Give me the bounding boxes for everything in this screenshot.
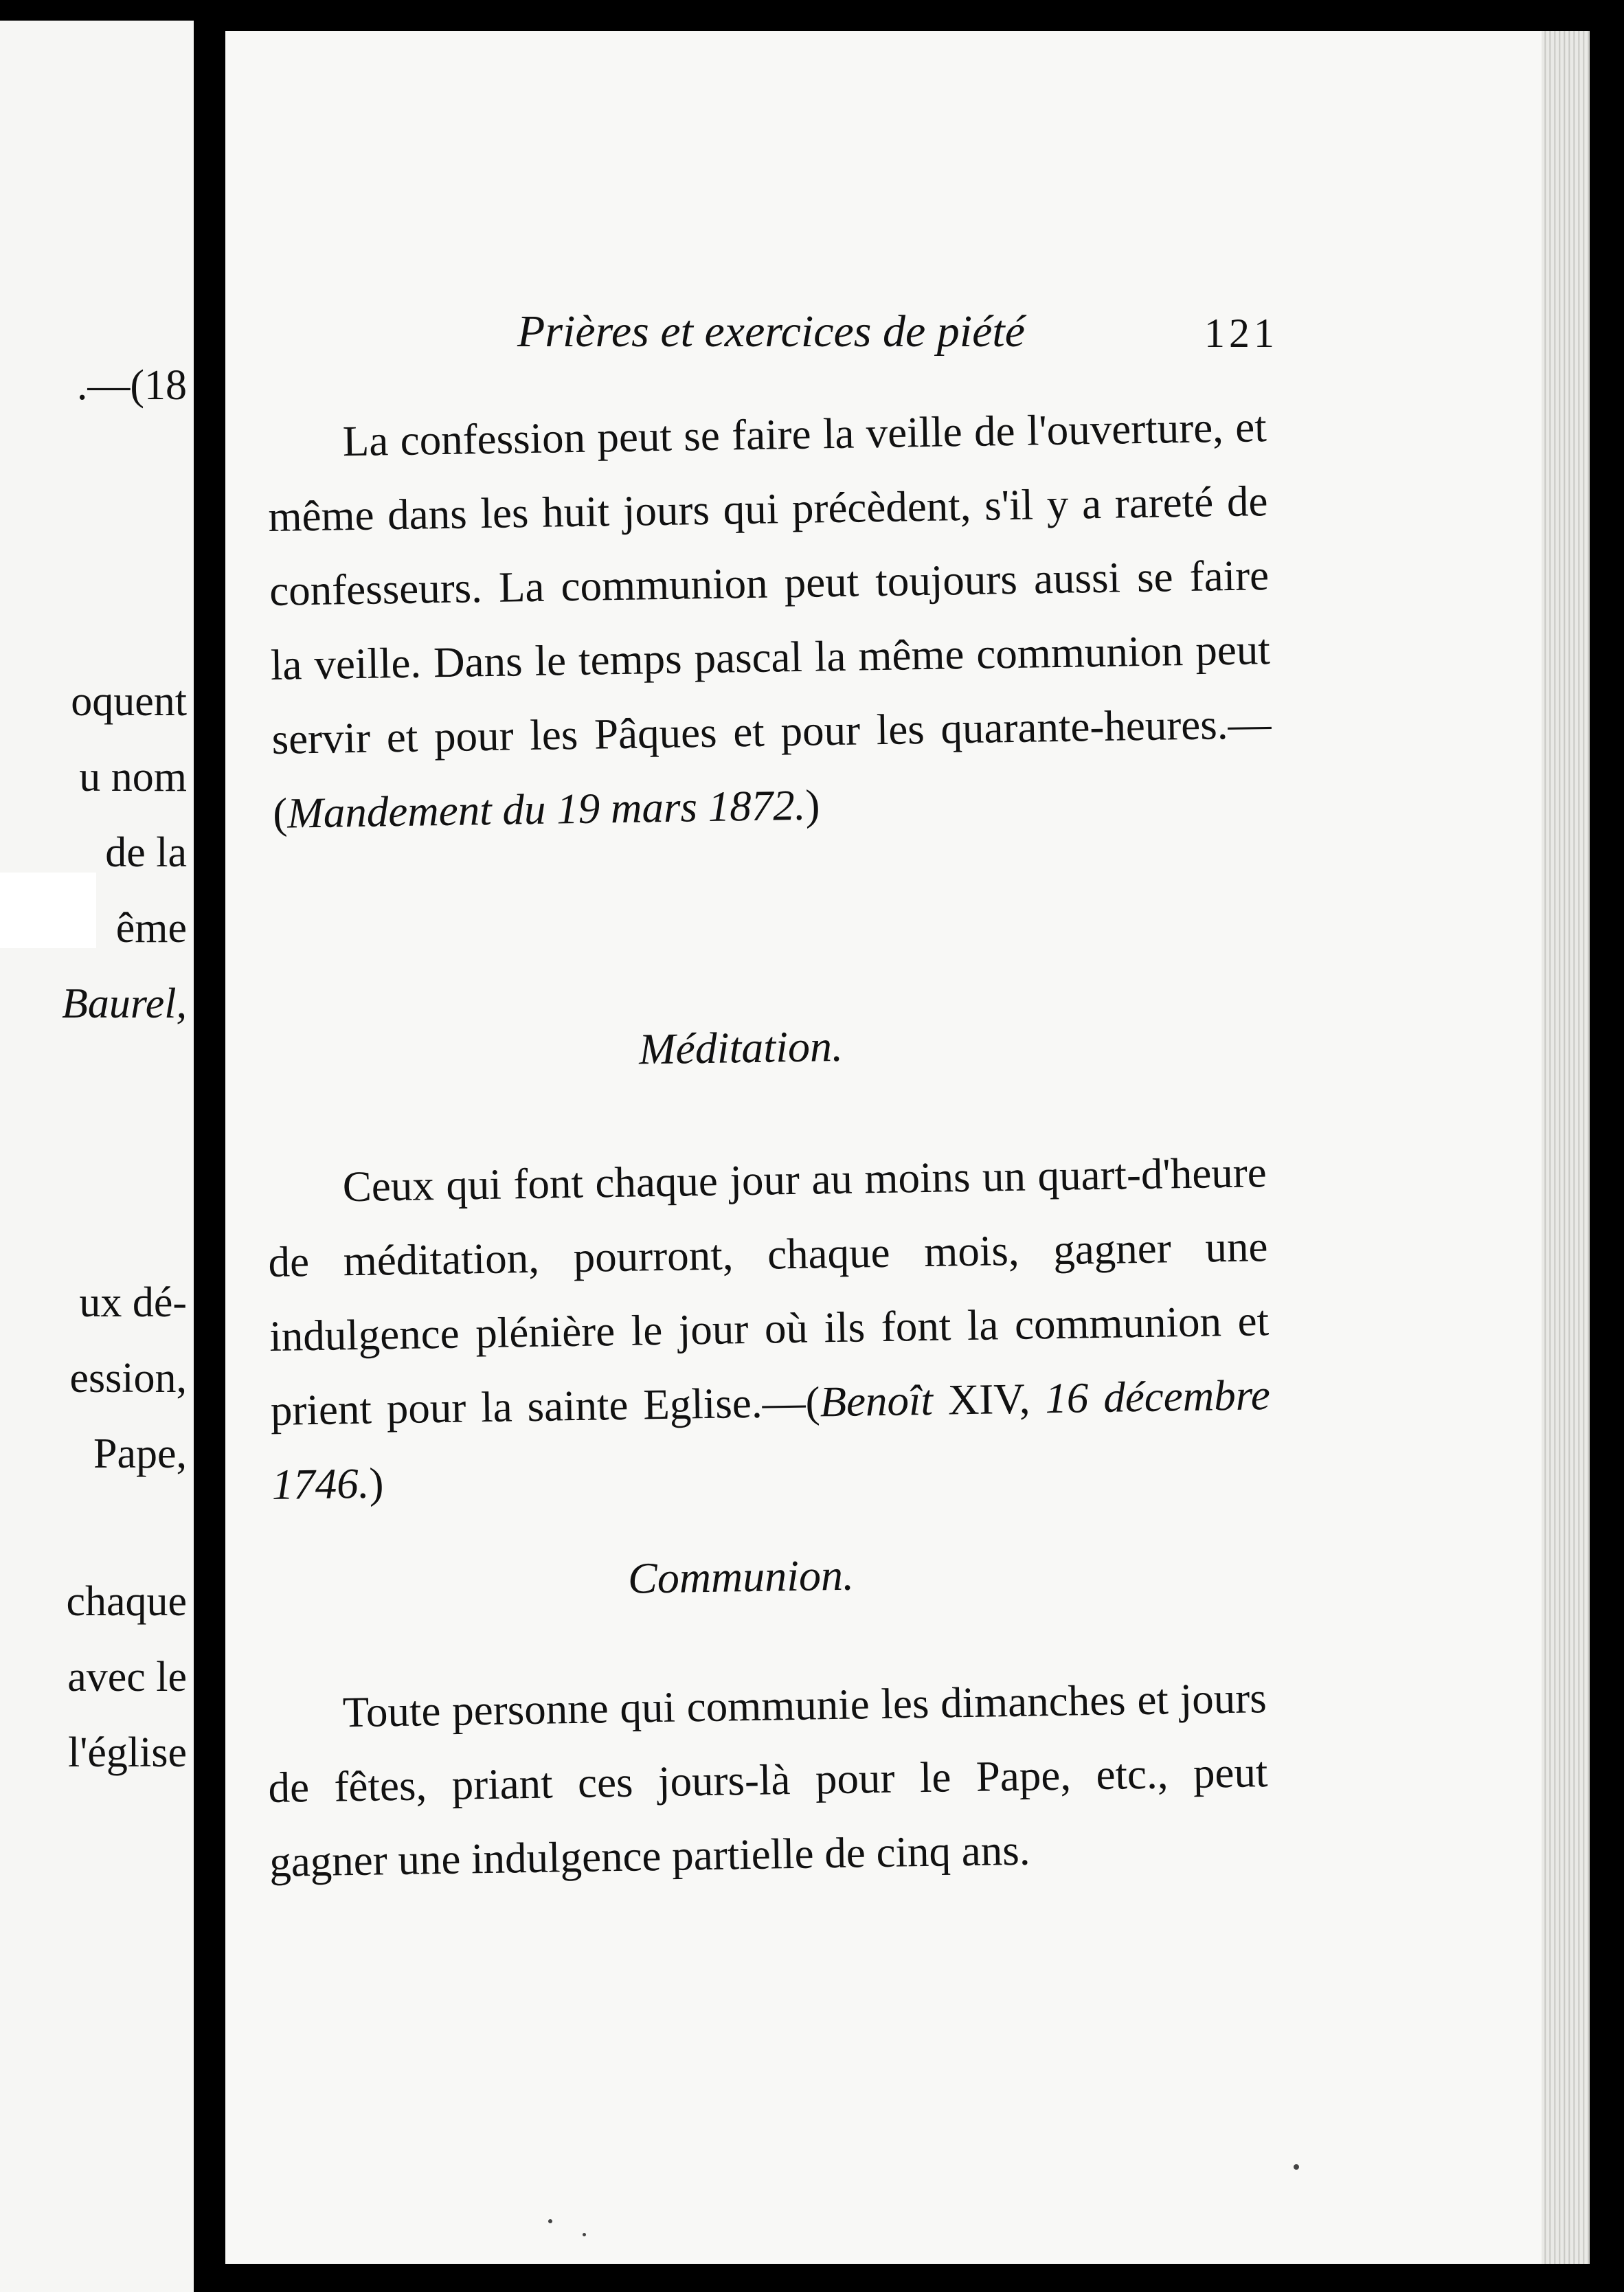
citation-roman: XIV, <box>932 1374 1046 1424</box>
left-fragment-10: chaque <box>66 1578 187 1625</box>
left-fragment-11: avec le <box>67 1654 187 1700</box>
page-edge-stack <box>1542 31 1590 2264</box>
paragraph-text <box>267 1135 1272 1522</box>
left-fragment-1: .—(18 <box>76 362 187 409</box>
left-fragment-9: Pape, <box>93 1430 187 1477</box>
running-title: Prières et exercices de piété <box>517 306 1026 357</box>
paragraph-text <box>267 1661 1270 1899</box>
left-fragment-4: de la <box>105 829 187 876</box>
citation-author: Benoît <box>819 1375 934 1426</box>
paragraph-body: La confession peut se faire la veille de l'ouverture, et même dans les huit jours qui précèdent, s'il y a rareté de confesseurs. La communion peut toujours aussi se faire la veille. Dans le temps pascal la même communion peut servir et pour les Pâques et pour les quarante-heures.—( <box>267 403 1272 838</box>
paragraph-text <box>267 390 1273 851</box>
left-fragment-5: ême <box>115 905 187 952</box>
right-page <box>225 31 1590 2264</box>
paper-speck <box>1294 2164 1299 2170</box>
closing-paren: ) <box>368 1459 384 1507</box>
left-fragment-8: ession, <box>69 1355 187 1402</box>
left-page-white-patch <box>0 873 96 948</box>
page-number: 121 <box>1204 311 1278 356</box>
left-fragment-12: l'église <box>67 1729 187 1776</box>
left-fragment-2: oquent <box>71 678 187 725</box>
left-fragment-3: u nom <box>79 754 187 800</box>
paper-speck <box>583 2233 586 2236</box>
paragraph-body: Toute personne qui communie les dimanches et jours de fêtes, priant ces jours-là pour le Pape, etc., peut gagner une indulgence partielle de cinq ans. <box>267 1674 1268 1886</box>
left-facing-page <box>0 21 194 2292</box>
paragraph-meditation <box>267 1135 1272 1522</box>
closing-paren: ) <box>804 780 820 829</box>
citation-date: 16 décembre 1746. <box>271 1371 1271 1509</box>
book-gutter <box>194 21 225 2292</box>
paper-speck <box>548 2219 552 2223</box>
heading-communion: Communion. <box>627 1550 855 1603</box>
citation: Mandement du 19 mars 1872. <box>286 780 806 838</box>
paragraph-confession <box>267 390 1273 851</box>
left-fragment-7: ux dé- <box>79 1279 187 1326</box>
page-header <box>225 306 1544 368</box>
paragraph-body: Ceux qui font chaque jour au moins un quart-d'heure de méditation, pourront, chaque mois, gagner une indulgence plénière le jour où ils font la communion et prient pour la sainte Eglise.—( <box>267 1148 1270 1435</box>
paragraph-communion <box>267 1661 1270 1899</box>
heading-meditation: Méditation. <box>638 1021 844 1074</box>
left-fragment-6: Baurel, <box>62 980 187 1027</box>
